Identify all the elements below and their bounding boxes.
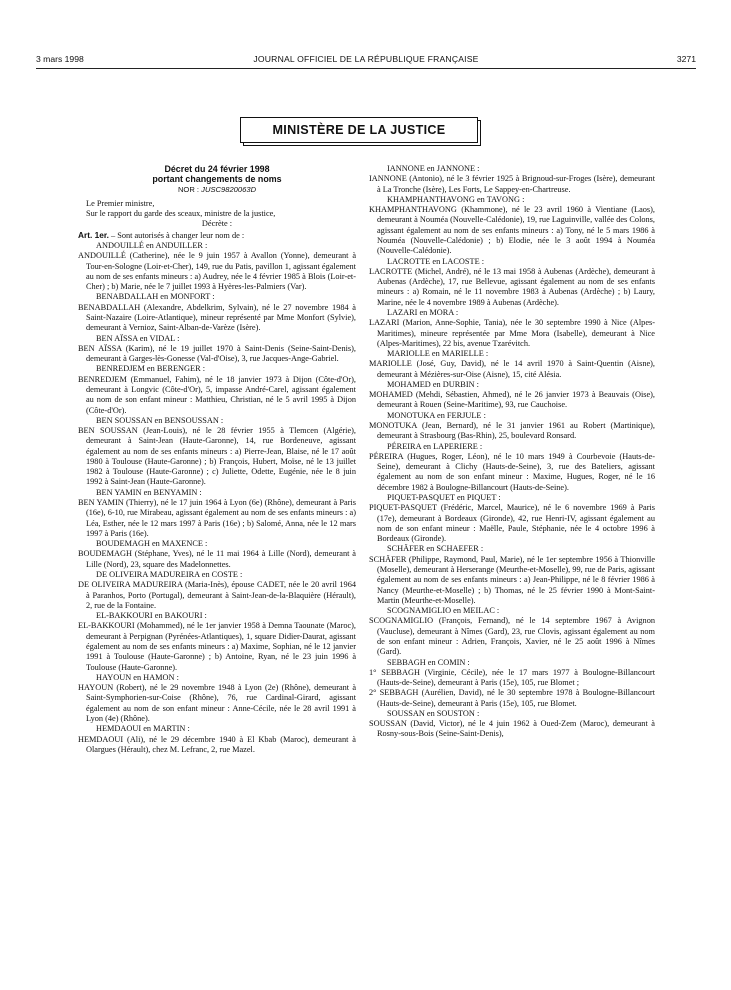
name-change-entry: SOUSSAN (David, Victor), né le 4 juin 1962 à Oued-Zem (Maroc), demeurant à Rosny-sous-Bois (Seine-Saint-Denis), xyxy=(369,719,655,739)
name-change-entry: EL-BAKKOURI (Mohammed), né le 1er janvier 1958 à Demna Taounate (Maroc), demeurant à Perpignan (Pyrénées-Atlantiques), 1, square Didier-Daurat, agissant également au nom de ses enfants mineurs : a) Maxime, Sophian, né le 12 janvier 1991 à Toulouse (Haute-Garonne) ; b) Antoine, Ryan, né le 23 juin 1996 à Toulouse (Haute-Garonne). xyxy=(78,621,356,672)
name-change-entry: HEMDAOUI (Ali), né le 29 décembre 1940 à El Kbab (Maroc), demeurant à Olargues (Hérault), chez M. Lefranc, 2, rue Mazel. xyxy=(78,734,356,754)
name-change-entry: IANNONE (Antonio), né le 3 février 1925 à Brignoud-sur-Froges (Isère), demeurant à La Tronche (Isère), Les Forts, Le Sappey-en-Chartreuse. xyxy=(369,174,655,194)
name-change-heading: BOUDEMAGH en MAXENCE : xyxy=(96,539,208,549)
name-change-heading: SEBBAGH en COMIN : xyxy=(387,657,470,667)
name-change-entry: LAZARI (Marion, Anne-Sophie, Tania), née le 30 septembre 1990 à Nice (Alpes-Maritimes), mineure représentée par Mme Mora (Isabelle), demeurant à Nice (Alpes-Maritimes), 22 bis, avenue Tzarévitch. xyxy=(369,318,655,348)
name-change-heading: MOHAMED en DURBIN : xyxy=(387,379,479,389)
name-change-entry: LACROTTE (Michel, André), né le 13 mai 1958 à Aubenas (Ardèche), demeurant à Aubenas (Ardèche), 17, rue Bellevue, agissant également au nom de ses enfants mineurs : a) Romain, né le 11 novembre 1983 à Aubenas (Ardèche) ; b) Laury, Marine, née le 4 novembre 1989 à Aubenas (Ardèche). xyxy=(369,266,655,307)
name-change-heading: LAZARI en MORA : xyxy=(387,307,459,317)
name-change-entry: HAYOUN (Robert), né le 29 novembre 1948 à Lyon (2e) (Rhône), demeurant à Saint-Symphorien-sur-Coise (Rhône), 76, rue Cardinal-Girard, agissant également au nom de son enfant mineur : Anne-Cécile, née le 28 avril 1991 à Lyon (4e) (Rhône). xyxy=(78,683,356,723)
nor-label: NOR : xyxy=(177,184,200,194)
preamble-line: Le Premier ministre, xyxy=(86,198,155,208)
name-change-entry: BENABDALLAH (Alexandre, Abdelkrim, Sylvain), né le 27 novembre 1984 à Saint-Nazaire (Loire-Atlantique), mineur représenté par Mme Monfort (Sylvie), demeurant à Vernioz, Saint-Alban-de-Varèze (Isère). xyxy=(78,302,356,333)
name-change-entry: PIQUET-PASQUET (Frédéric, Marcel, Maurice), né le 6 novembre 1969 à Paris (17e), demeurant à Bordeaux (Gironde), 42, rue Henri-IV, agissant également au nom de son enfant mineur : Maëlle, Paule, Stéphanie, née le 4 octobre 1996 à Bordeaux (Gironde). xyxy=(369,503,655,544)
running-head xyxy=(36,54,696,68)
name-change-entry: PÉREIRA (Hugues, Roger, Léon), né le 10 mars 1949 à Courbevoie (Hauts-de-Seine), demeurant à Clichy (Hauts-de-Seine), 3, rue des Bateliers, agissant également au nom de son enfant mineur : Maxime, Hugues, Roger, né le 16 décembre 1982 à Boulogne-Billancourt (Hauts-de-Seine). xyxy=(369,451,655,492)
name-change-heading: SOUSSAN en SOUSTON : xyxy=(387,708,480,718)
name-change-heading: LACROTTE en LACOSTE : xyxy=(387,256,485,266)
name-change-heading: SCOGNAMIGLIO en MEILAC : xyxy=(387,606,500,616)
name-change-entry: SCOGNAMIGLIO (François, Fernand), né le 14 septembre 1967 à Avignon (Vaucluse), demeurant à Nîmes (Gard), 23, rue Clovis, agissant également au nom de son enfant mineur : Adrien, François, Xavier, né le 25 août 1996 à Nîmes (Gard). xyxy=(369,616,655,657)
article-heading: Art. 1er. – Sont autorisés à changer leur nom de : xyxy=(78,229,245,240)
name-change-heading: DE OLIVEIRA MADUREIRA en COSTE : xyxy=(96,570,243,580)
left-column xyxy=(78,164,356,755)
name-change-entry: MONOTUKA (Jean, Bernard), né le 31 janvier 1961 au Robert (Martinique), demeurant à Strasbourg (Bas-Rhin), 25, boulevard Ronsard. xyxy=(369,421,655,441)
name-change-heading: MONOTUKA en FERJULE : xyxy=(387,410,486,420)
name-change-entry: DE OLIVEIRA MADUREIRA (Maria-Inès), épouse CADET, née le 20 avril 1964 à Paranhos, Porto (Portugal), demeurant à Saint-Jean-de-la-Blaquière (Hérault), 2, rue de la Fontaine. xyxy=(78,580,356,610)
issue-date: 3 mars 1998 xyxy=(36,54,84,64)
name-change-heading: HAYOUN en HAMON : xyxy=(96,672,179,682)
name-change-entry: 1° SEBBAGH (Virginie, Cécile), née le 17 mars 1977 à Boulogne-Billancourt (Hauts-de-Seine), demeurant à Paris (15e), 105, rue Blomet ; xyxy=(369,667,655,688)
header-rule xyxy=(36,68,696,69)
name-change-heading: BEN SOUSSAN en BENSOUSSAN : xyxy=(96,415,224,425)
name-change-entry: KHAMPHANTHAVONG (Khammone), né le 23 avril 1960 à Vientiane (Laos), demeurant à Nouméa (Nouvelle-Calédonie), 19, rue Laguinville, vallée des Colons, agissant également au nom de ses enfants mineurs : a) Tony, né le 5 mars 1986 à Nouméa (Nouvelle-Calédonie) ; b) Elodie, née le 3 août 1994 à Nouméa (Nouvelle-Calédonie). xyxy=(369,205,655,256)
name-change-heading: MARIOLLE en MARIELLE : xyxy=(387,349,489,359)
left-column-body xyxy=(78,199,356,755)
name-change-entry: BEN SOUSSAN (Jean-Louis), né le 28 février 1955 à Tlemcen (Algérie), demeurant à Saint-Jean (Haute-Garonne), 14, rue Bordeneuve, agissant également au nom de ses enfants mineurs : a) Pierre-Jean, Blaise, né le 17 août 1980 à Toulouse (Haute-Garonne) ; b) François, Hubert, Moïse, né le 13 juillet 1982 à Toulouse (Haute-Garonne) ; c) Juliette, Odette, Eugénie, née le 8 juin 1992 à Saint-Jean (Haute-Garonne). xyxy=(78,426,356,487)
nor-code: JUSC9820063D xyxy=(201,184,257,194)
name-change-heading: BEN AÏSSA en VIDAL : xyxy=(96,333,180,343)
preamble-line: Sur le rapport du garde des sceaux, ministre de la justice, xyxy=(86,209,276,219)
name-change-entry: BOUDEMAGH (Stéphane, Yves), né le 11 mai 1964 à Lille (Nord), demeurant à Lille (Nord), 23, square des Madelonnettes. xyxy=(78,549,356,569)
name-change-entry: BEN YAMIN (Thierry), né le 17 juin 1964 à Lyon (6e) (Rhône), demeurant à Paris (16e), 6-10, rue Mirabeau, agissant également au nom de ses enfants mineurs : a) Léa, Esther, née le 12 mars 1997 à Paris (16e) ; b) Salomé, Anna, née le 12 mars 1997 à Paris (16e). xyxy=(78,498,356,538)
right-column xyxy=(369,164,655,740)
name-change-entry: 2° SEBBAGH (Aurélien, David), né le 30 septembre 1978 à Boulogne-Billancourt (Hauts-de-Seine), demeurant à Paris (15e), 105, rue Blomet. xyxy=(369,688,655,708)
name-change-entry: MARIOLLE (José, Guy, David), né le 14 avril 1970 à Saint-Quentin (Aisne), demeurant à Mézières-sur-Oise (Aisne), 15, cité Alésia. xyxy=(369,359,655,379)
name-change-entry: BEN AÏSSA (Karim), né le 19 juillet 1970 à Saint-Denis (Seine-Saint-Denis), demeurant à Garges-lès-Gonesse (Val-d'Oise), 3, rue Jacques-Ange-Gabriel. xyxy=(78,343,356,364)
name-change-heading: PIQUET-PASQUET en PIQUET : xyxy=(387,493,501,502)
name-change-heading: IANNONE en JANNONE : xyxy=(387,164,480,173)
name-change-heading: PÉREIRA en LAPERIERE : xyxy=(387,441,483,451)
nor-reference xyxy=(78,185,356,195)
name-change-heading: BEN YAMIN en BENYAMIN : xyxy=(96,487,202,497)
journal-title: JOURNAL OFFICIEL DE LA RÉPUBLIQUE FRANÇAISE xyxy=(253,54,479,64)
ministry-heading: MINISTÈRE DE LA JUSTICE xyxy=(240,117,478,143)
name-change-heading: BENABDALLAH en MONFORT : xyxy=(96,292,215,302)
name-change-entry: MOHAMED (Mehdi, Sébastien, Ahmed), né le 26 janvier 1973 à Beauvais (Oise), demeurant à Rouen (Seine-Maritime), 93, rue Cauchoise. xyxy=(369,390,655,410)
decree-title-line-1: Décret du 24 février 1998 xyxy=(164,164,270,174)
right-column-body xyxy=(369,164,655,740)
name-change-heading: HEMDAOUI en MARTIN : xyxy=(96,724,190,734)
name-change-entry: BENREDJEM (Emmanuel, Fahim), né le 18 janvier 1973 à Dijon (Côte-d'Or), demeurant à Longvic (Côte-d'Or), 5, impasse André-Carel, agissant également au nom de son enfant mineur : Matthieu, Christian, né le 5 avril 1995 à Dijon (Côte-d'Or). xyxy=(78,374,356,415)
name-change-heading: KHAMPHANTHAVONG en TAVONG : xyxy=(387,194,525,204)
name-change-heading: BENREDJEM en BERENGER : xyxy=(96,364,206,374)
decree-title-line-2: portant changements de noms xyxy=(152,174,282,185)
name-change-heading: ANDOUILLÉ en ANDUILLER : xyxy=(96,241,208,251)
decree-word: Décrète : xyxy=(201,219,233,229)
article-label: Art. 1er. xyxy=(78,229,109,240)
name-change-heading: EL-BAKKOURI en BAKOURI : xyxy=(96,611,207,621)
name-change-entry: ANDOUILLÉ (Catherine), née le 9 juin 1957 à Avallon (Yonne), demeurant à Tour-en-Sologne (Loir-et-Cher), 149, rue du Patis, pavillon 1, agissant également au nom de ses enfants mineurs : a) Audrey, née le 4 février 1985 à Blois (Loir-et-Cher) ; b) Marie, née le 7 juillet 1993 à Hyères-les-Palmiers (Var). xyxy=(78,251,356,292)
page-number: 3271 xyxy=(676,54,696,64)
name-change-entry: SCHÄFER (Philippe, Raymond, Paul, Marie), né le 1er septembre 1956 à Thionville (Moselle), demeurant à Herserange (Meurthe-et-Moselle), 99, rue de Paris, agissant également au nom de ses enfants mineurs : a) Jean-Philippe, né le 8 février 1986 à Nancy (Meurthe-et-Moselle) ; b) Thomas, né le 25 février 1990 à Mont-Saint-Martin (Meurthe-et-Moselle). xyxy=(369,554,655,605)
name-change-heading: SCHÄFER en SCHAEFER : xyxy=(387,544,484,554)
